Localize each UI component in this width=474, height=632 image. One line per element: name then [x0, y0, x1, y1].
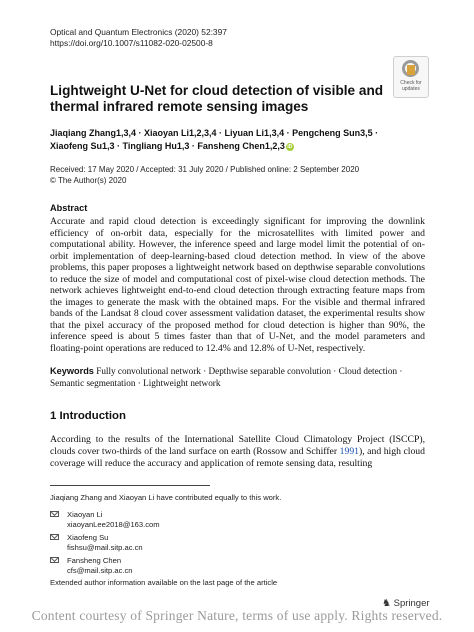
keywords-label: Keywords: [50, 366, 94, 376]
contact-name: Xiaofeng Su: [67, 533, 109, 542]
contact-entry: [50, 556, 133, 576]
publisher-name: Springer: [393, 598, 430, 609]
publication-history: Received: 17 May 2020 / Accepted: 31 July 2020 / Published online: 2 September 2020: [50, 165, 360, 174]
badge-line-1: Check for: [400, 80, 422, 86]
contact-name: Xiaoyan Li: [67, 510, 103, 519]
intro-text-before: According to the results of the International Satellite Cloud Climatology Project (ISCCP), clouds cover two-thirds of the land surface on earth (Rossow and Schiffer: [50, 434, 425, 457]
doi-link[interactable]: https://doi.org/10.1007/s11082-020-02500-8: [50, 38, 213, 48]
keywords: [50, 366, 425, 389]
extended-author-info: Extended author information available on the last page of the article: [50, 578, 278, 587]
intro-text-after: ), and high cloud coverage will reduce the accuracy and application of remote sensing data, resulting: [50, 446, 425, 469]
badge-line-2: updates: [402, 86, 420, 92]
keywords-list: Fully convolutional network · Depthwise separable convolution · Cloud detection · Semantic segmentation · Lightweight network: [50, 366, 403, 388]
contribution-footnote: Jiaqiang Zhang and Xiaoyan Li have contributed equally to this work.: [50, 493, 282, 502]
courtesy-watermark: Content courtesy of Springer Nature, terms of use apply. Rights reserved.: [31, 608, 443, 623]
check-for-updates-badge[interactable]: [393, 56, 429, 98]
section-heading-introduction: 1 Introduction: [50, 410, 126, 422]
journal-header: [50, 27, 227, 49]
paper-title: Lightweight U-Net for cloud detection of visible and thermal infrared remote sensing images: [50, 83, 384, 114]
envelope-icon: [50, 511, 59, 517]
envelope-icon: [50, 534, 59, 540]
introduction-text: [50, 434, 425, 470]
contact-name: Fansheng Chen: [67, 556, 122, 565]
springer-horse-icon: ♞: [382, 598, 391, 609]
citation-link[interactable]: 1991: [339, 446, 359, 457]
contact-entry: [50, 533, 143, 553]
journal-citation: Optical and Quantum Electronics (2020) 52:397: [50, 27, 227, 37]
author-line-1: Jiaqiang Zhang1,3,4 · Xiaoyan Li1,2,3,4 · Liyuan Li1,3,4 · Pengcheng Sun3,5 ·: [50, 128, 379, 138]
author-list: [50, 127, 430, 153]
contact-entry: [50, 510, 160, 530]
envelope-icon: [50, 557, 59, 563]
contact-email[interactable]: xiaoyanLee2018@163.com: [67, 520, 160, 529]
orcid-icon[interactable]: iD: [287, 144, 293, 150]
abstract-text: Accurate and rapid cloud detection is exceedingly significant for improving the downlink efficiency of on-orbit data, especially for the microsatellites with limited power and computational ability. However, the inference speed and large model limit the potential of on-orbit implementation of deep-learning-based cloud detection method. In view of the above problems, this paper proposes a lightweight network based on depthwise separable convolutions to reduce the size of model and computational cost of pixel-wise cloud detection methods. The network achieves lightweight end-to-end cloud detection through extracting feature maps from the images to generate the mask with the obtained maps. For the visible and thermal infrared bands of the Landsat 8 cloud cover assessment validation dataset, the experimental results show that the pixel accuracy of the proposed method for cloud detection is higher than 90%, the inference speed is about 5 times faster than that of U-Net, and the model parameters and floating-point operations are reduced to 12.4% and 12.8% of U-Net, respectively.: [50, 216, 425, 354]
author-line-2: Xiaofeng Su1,3 · Tingliang Hu1,3 · Fansheng Chen1,2,3: [50, 141, 285, 151]
footnote-divider: [50, 485, 210, 486]
contact-email[interactable]: cfs@mail.sitp.ac.cn: [67, 566, 133, 575]
abstract-heading: Abstract: [50, 203, 88, 213]
publication-dates: [50, 164, 359, 186]
contact-email[interactable]: fishsu@mail.sitp.ac.cn: [67, 543, 143, 552]
copyright-notice: © The Author(s) 2020: [50, 176, 127, 185]
bookmark-icon: [407, 65, 415, 75]
